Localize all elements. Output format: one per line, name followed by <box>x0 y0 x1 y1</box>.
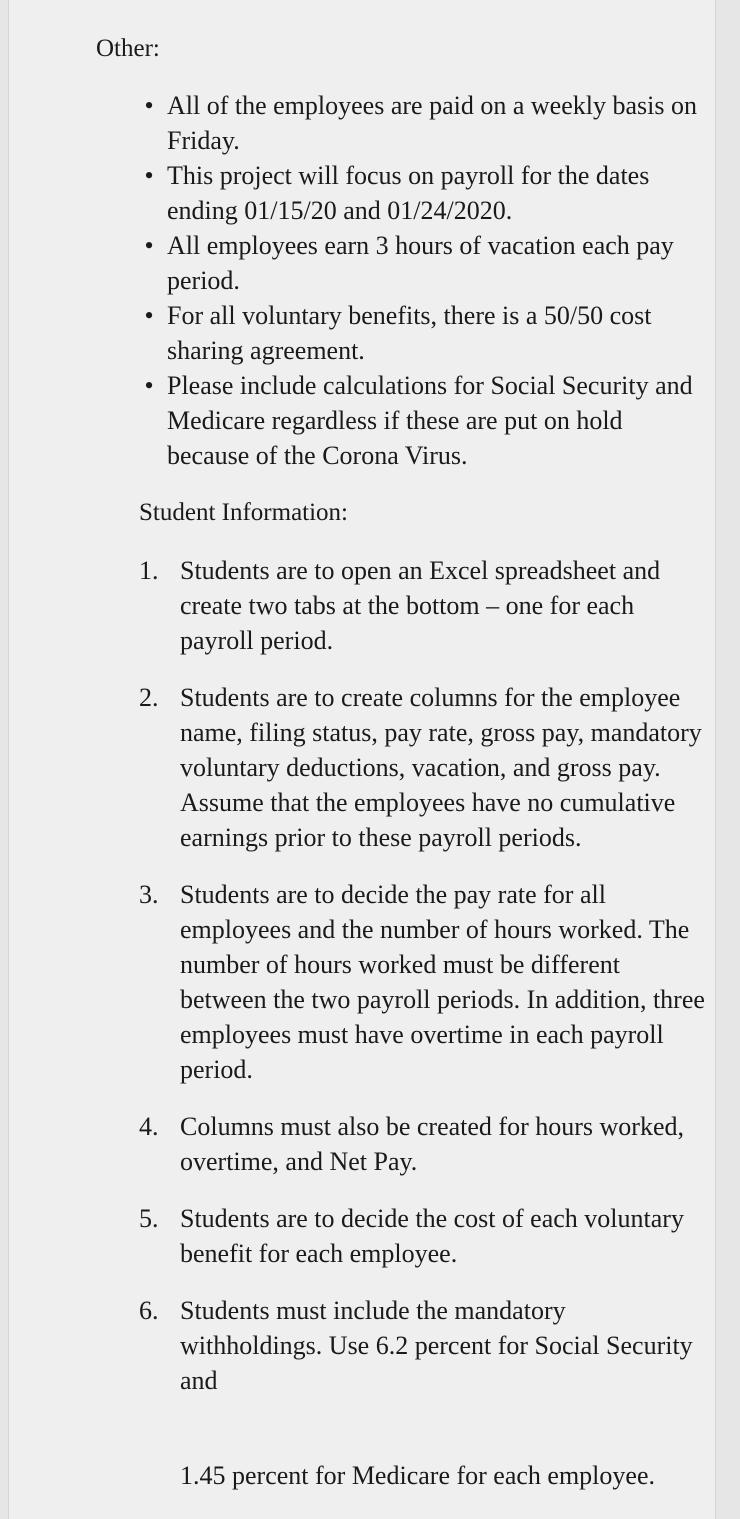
bullet-text: Please include calculations for Social Security and Medicare regardless if these are put on hold because of the Corona Virus. <box>167 371 693 470</box>
item-number: 5. <box>139 1204 159 1233</box>
numbered-item <box>139 877 709 1087</box>
bullet-marker: • <box>144 91 154 120</box>
item-text: Students must include the mandatory withholdings. Use 6.2 percent for Social Security and <box>180 1296 693 1395</box>
numbered-item <box>139 1109 709 1179</box>
bullet-text: All of the employees are paid on a weekly basis on Friday. <box>167 91 697 155</box>
numbered-item <box>139 1293 709 1398</box>
document-page <box>8 0 716 1519</box>
bullet-item <box>139 228 709 298</box>
numbered-item <box>139 1201 709 1271</box>
numbered-item <box>139 680 709 855</box>
student-information-heading: Student Information: <box>139 499 348 526</box>
other-bullet-list <box>139 88 709 473</box>
item-text: Columns must also be created for hours worked, overtime, and Net Pay. <box>180 1112 685 1176</box>
bullet-marker: • <box>144 301 154 330</box>
item-number: 1. <box>139 556 159 585</box>
item-number: 3. <box>139 880 159 909</box>
bullet-marker: • <box>144 231 154 260</box>
item-number: 6. <box>139 1296 159 1325</box>
numbered-item <box>139 553 709 658</box>
bullet-marker: • <box>144 371 154 400</box>
other-heading: Other: <box>96 35 160 62</box>
item-text: Students are to open an Excel spreadsheet and create two tabs at the bottom – one for each payroll period. <box>180 556 661 655</box>
bullet-item <box>139 88 709 158</box>
item-text: Students are to create columns for the employee name, filing status, pay rate, gross pay, mandatory voluntary deductions, vacation, and gross pay. Assume that the employees have no cumulative earnings prior to these payroll periods. <box>180 683 702 852</box>
item-number: 2. <box>139 683 159 712</box>
bullet-item <box>139 158 709 228</box>
bullet-text: This project will focus on payroll for the dates ending 01/15/20 and 01/24/2020. <box>167 161 650 225</box>
bullet-text: All employees earn 3 hours of vacation each pay period. <box>167 231 674 295</box>
item-text: Students are to decide the pay rate for all employees and the number of hours worked. The number of hours worked must be different between the two payroll periods. In addition, three employees must have overtime in each payroll period. <box>180 880 705 1084</box>
item-text: Students are to decide the cost of each voluntary benefit for each employee. <box>180 1204 684 1268</box>
bullet-item <box>139 368 709 473</box>
bullet-marker: • <box>144 161 154 190</box>
bullet-item <box>139 298 709 368</box>
bullet-text: For all voluntary benefits, there is a 50/50 cost sharing agreement. <box>167 301 652 365</box>
item-number: 4. <box>139 1112 159 1141</box>
student-numbered-list <box>139 553 709 1398</box>
item-continuation-text: 1.45 percent for Medicare for each employee. <box>180 1461 655 1490</box>
